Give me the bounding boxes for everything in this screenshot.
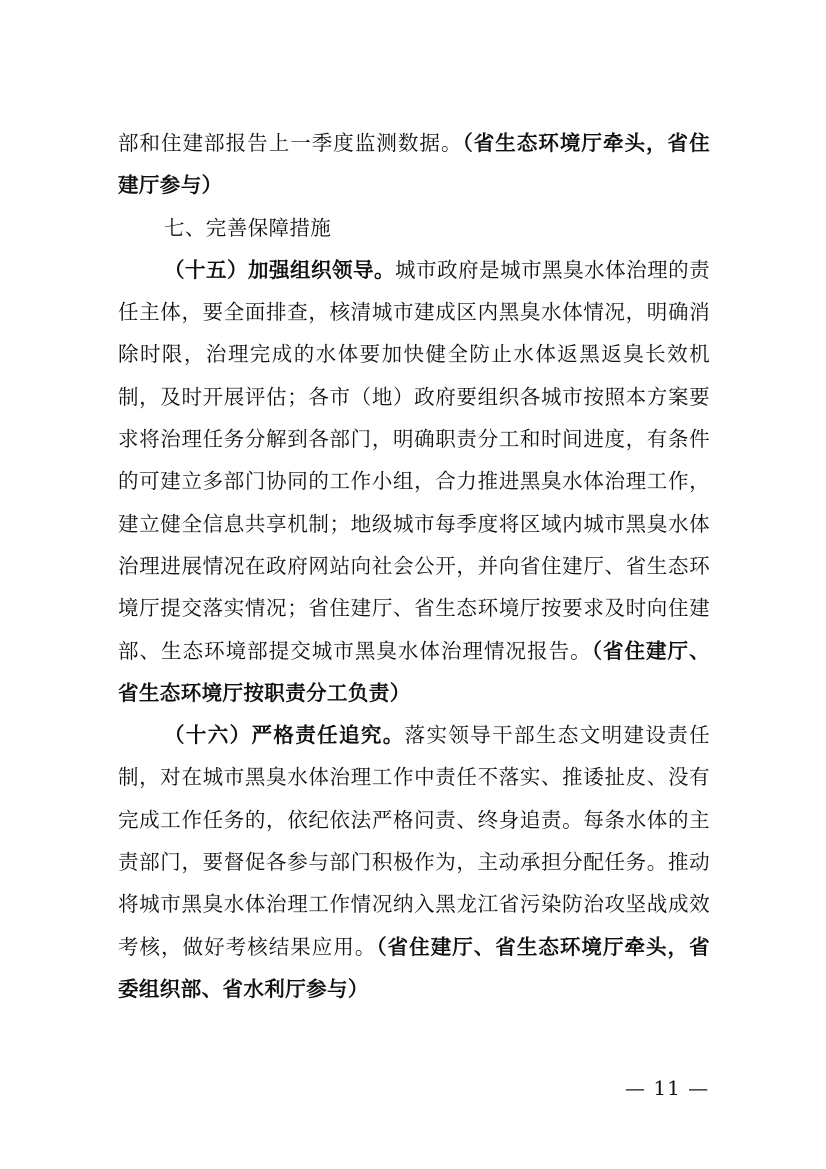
- paragraph-16-title: （十六）严格责任追究。: [164, 723, 405, 748]
- paragraph-15-responsibility: （省住建厅、省生态环境厅按职责分工负责）: [118, 638, 710, 705]
- paragraph-16: [118, 714, 710, 1010]
- paragraph-15-title: （十五）加强组织领导。: [164, 257, 396, 282]
- section-heading: 七、完善保障措施: [164, 215, 332, 240]
- paragraph-16-responsibility: （省住建厅、省生态环境厅牵头，省委组织部、省水利厅参与）: [118, 934, 710, 1001]
- page-number: — 11 —: [625, 1076, 710, 1100]
- paragraph-16-text: 落实领导干部生态文明建设责任制，对在城市黑臭水体治理工作中责任不落实、推诿扯皮、没有完成工作任务的，依纪依法严格问责、终身追责。每条水体的主责部门，要督促各参与部门积极作为，主动承担分配任务。推动将城市黑臭水体治理工作情况纳入黑龙江省污染防治攻坚战成效考核，做好考核结果应用。: [118, 723, 710, 959]
- paragraph-15: [118, 249, 710, 714]
- paragraph-15-text: 城市政府是城市黑臭水体治理的责任主体，要全面排查，核清城市建成区内黑臭水体情况，明确消除时限，治理完成的水体要加快健全防止水体返黑返臭长效机制，及时开展评估；各市（地）政府要组织各城市按照本方案要求将治理任务分解到各部门，明确职责分工和时间进度，有条件的可建立多部门协同的工作小组，合力推进黑臭水体治理工作，建立健全信息共享机制；地级城市每季度将区域内城市黑臭水体治理进展情况在政府网站向社会公开，并向省住建厅、省生态环境厅提交落实情况；省住建厅、省生态环境厅按要求及时向住建部、生态环境部提交城市黑臭水体治理情况报告。: [118, 257, 710, 663]
- paragraph-continuation: [118, 122, 710, 207]
- responsibility-note: （省生态环境厅牵头，省住建厅参与）: [118, 131, 710, 198]
- paragraph-text: 部和住建部报告上一季度监测数据。: [118, 131, 463, 155]
- document-body: [118, 122, 710, 1010]
